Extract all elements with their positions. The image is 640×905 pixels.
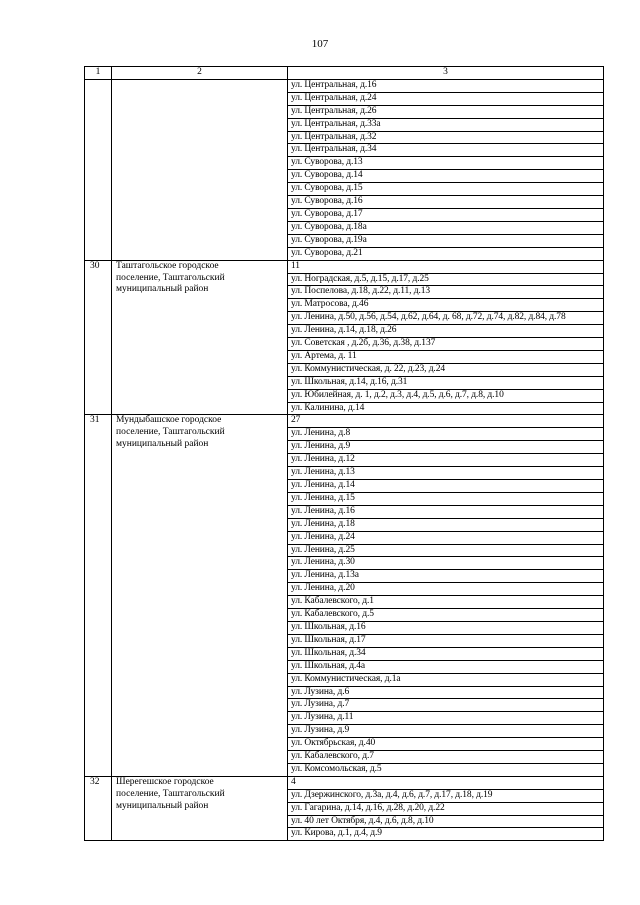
table-header: [85, 67, 604, 80]
address-cell: ул. Центральная, д.33а: [288, 118, 604, 131]
address-cell: ул. Школьная, д.14, д.16, д.31: [288, 376, 604, 389]
address-cell: ул. Артема, д. 11: [288, 350, 604, 363]
address-count: 11: [288, 260, 604, 273]
address-cell: ул. Ленина, д.14: [288, 480, 604, 493]
address-cell: ул. Комсомольская, д.5: [288, 763, 604, 776]
address-count: 27: [288, 415, 604, 428]
address-cell: ул. Суворова, д.13: [288, 157, 604, 170]
address-cell: ул. Лузина, д.7: [288, 699, 604, 712]
address-cell: ул. Ленина, д.30: [288, 557, 604, 570]
column-header-1: 1: [85, 67, 112, 80]
page-number: 107: [311, 38, 329, 50]
address-cell: ул. Гагарина, д.14, д.16, д.28, д.20, д.22: [288, 802, 604, 815]
header-row: [85, 67, 604, 80]
address-cell: ул. Ленина, д.12: [288, 454, 604, 467]
address-cell: ул. Ленина, д.16: [288, 505, 604, 518]
address-cell: ул. Суворова, д.19а: [288, 234, 604, 247]
address-cell: ул. Октябрьская, д.40: [288, 738, 604, 751]
address-cell: ул. Коммунистическая, д. 22, д.23, д.24: [288, 363, 604, 376]
entry-number: 31: [85, 415, 112, 776]
entry-number: 30: [85, 260, 112, 415]
address-cell: ул. Суворова, д.17: [288, 208, 604, 221]
address-cell: ул. Центральная, д.16: [288, 79, 604, 92]
address-cell: ул. Лузина, д.11: [288, 712, 604, 725]
address-cell: ул. Ленина, д.8: [288, 428, 604, 441]
entry-number: 32: [85, 776, 112, 841]
address-cell: ул. Юбилейная, д. 1, д.2, д.3, д.4, д.5, д.6, д.7, д.8, д.10: [288, 389, 604, 402]
address-cell: ул. Советская , д.2б, д.36, д.38, д.137: [288, 338, 604, 351]
settlement-name: Таштагольское городское поселение, Таштагольский муниципальный район: [112, 260, 288, 415]
address-cell: ул. Лузина, д.9: [288, 725, 604, 738]
address-cell: ул. Школьная, д.17: [288, 634, 604, 647]
settlement-name: Мундыбашское городское поселение, Таштагольский муниципальный район: [112, 415, 288, 776]
address-cell: ул. Ленина, д.25: [288, 544, 604, 557]
address-cell: ул. Ленина, д.18: [288, 518, 604, 531]
address-cell: ул. Ленина, д.9: [288, 441, 604, 454]
address-cell: ул. Центральная, д.24: [288, 92, 604, 105]
address-cell: ул. Кабалевского, д.1: [288, 596, 604, 609]
address-cell: ул. Коммунистическая, д.1а: [288, 673, 604, 686]
address-cell: ул. Школьная, д.16: [288, 621, 604, 634]
address-cell: ул. Суворова, д.15: [288, 183, 604, 196]
address-cell: ул. Суворова, д.14: [288, 170, 604, 183]
table-row: [85, 776, 604, 789]
table-row: [85, 79, 604, 92]
address-cell: ул. Ленина, д.24: [288, 531, 604, 544]
column-header-3: 3: [288, 67, 604, 80]
address-cell: ул. Дзержинского, д.3а, д.4, д.6, д.7, д.17, д.18, д.19: [288, 789, 604, 802]
table-row: [85, 260, 604, 273]
address-cell: ул. Ленина, д.13а: [288, 570, 604, 583]
settlement-name: Шерегешское городское поселение, Таштагольский муниципальный район: [112, 776, 288, 841]
settlement-name: [112, 79, 288, 260]
table-body: [85, 79, 604, 840]
address-count: 4: [288, 776, 604, 789]
table-row: [85, 415, 604, 428]
address-cell: ул. Ноградская, д.5, д.15, д.17, д.25: [288, 273, 604, 286]
address-cell: ул. Калинина, д.14: [288, 402, 604, 415]
address-cell: ул. Центральная, д.26: [288, 105, 604, 118]
address-cell: ул. Кирова, д.1, д.4, д.9: [288, 828, 604, 841]
address-cell: ул. 40 лет Октября, д.4, д.6, д.8, д.10: [288, 815, 604, 828]
column-header-2: 2: [112, 67, 288, 80]
address-cell: ул. Ленина, д.20: [288, 583, 604, 596]
address-cell: ул. Ленина, д.14, д.18, д.26: [288, 325, 604, 338]
address-cell: ул. Кабалевского, д.5: [288, 609, 604, 622]
address-cell: ул. Суворова, д.21: [288, 247, 604, 260]
address-cell: ул. Ленина, д.15: [288, 492, 604, 505]
address-table: [84, 66, 604, 841]
address-cell: ул. Школьная, д.34: [288, 647, 604, 660]
address-cell: ул. Центральная, д.34: [288, 144, 604, 157]
address-cell: ул. Ленина, д.50, д.56, д.54, д.62, д.64, д. 68, д.72, д.74, д.82, д.84, д.78: [288, 312, 604, 325]
address-cell: ул. Суворова, д.18а: [288, 221, 604, 234]
address-cell: ул. Лузина, д.6: [288, 686, 604, 699]
address-cell: ул. Ленина, д.13: [288, 467, 604, 480]
address-cell: ул. Центральная, д.32: [288, 131, 604, 144]
address-cell: ул. Матросова, д.46: [288, 299, 604, 312]
address-cell: ул. Поспелова, д.18, д.22, д.11, д.13: [288, 286, 604, 299]
address-cell: ул. Суворова, д.16: [288, 196, 604, 209]
address-cell: ул. Школьная, д.4а: [288, 660, 604, 673]
address-cell: ул. Кабалевского, д.7: [288, 751, 604, 764]
entry-number: [85, 79, 112, 260]
